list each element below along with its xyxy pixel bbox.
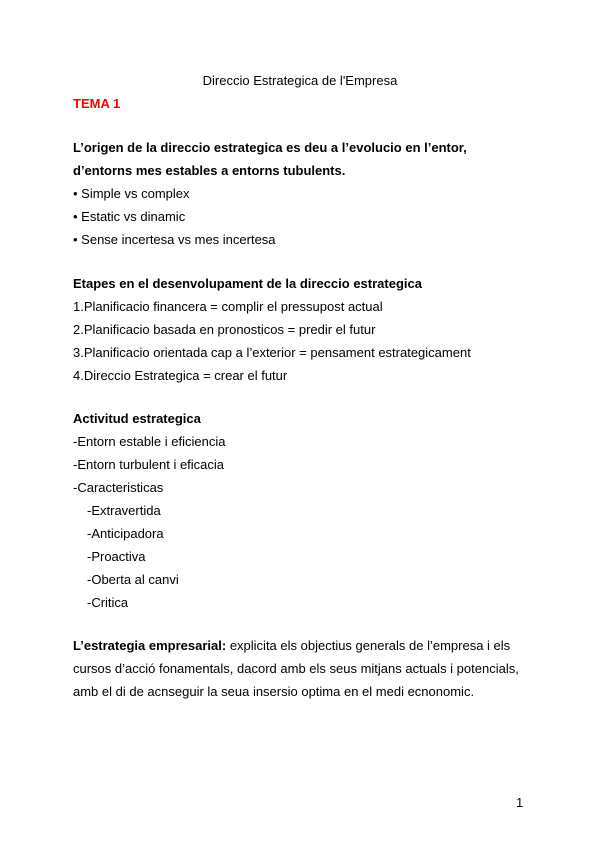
page-title: Direccio Estrategica de l'Empresa xyxy=(202,73,398,88)
etapes-item: 4.Direccio Estrategica = crear el futur xyxy=(73,368,288,383)
caracteristica-item: -Extravertida xyxy=(87,503,161,518)
etapes-section xyxy=(73,272,543,387)
origen-section xyxy=(73,136,543,251)
activitat-item: -Entorn turbulent i eficacia xyxy=(73,457,225,472)
activitat-item: -Caracteristicas xyxy=(73,480,164,495)
estrategia-definition-start: explicita els objectius generals de l’empresa i els xyxy=(226,638,511,653)
etapes-heading: Etapes en el desenvolupament de la direccio estrategica xyxy=(73,276,422,291)
origen-heading-line-2: d’entorns mes estables a entorns tubulents. xyxy=(73,163,346,178)
caracteristica-item: -Proactiva xyxy=(87,549,146,564)
activitat-item: -Entorn estable i eficiencia xyxy=(73,434,226,449)
estrategia-line-2: cursos d’acció fonamentals, dacord amb els seus mitjans actuals i potencials, xyxy=(73,661,519,676)
caracteristica-item: -Anticipadora xyxy=(87,526,164,541)
estrategia-section xyxy=(73,634,553,703)
estrategia-term: L’estrategia empresarial: xyxy=(73,638,227,653)
estrategia-line-1 xyxy=(73,634,553,657)
etapes-item: 3.Planificacio orientada cap a l’exterior = pensament estrategicament xyxy=(73,345,471,360)
caracteristica-item: -Oberta al canvi xyxy=(87,572,179,587)
origen-bullet: • Estatic vs dinamic xyxy=(73,209,186,224)
origen-bullet: • Simple vs complex xyxy=(73,186,190,201)
activitat-section xyxy=(73,407,543,614)
etapes-item: 1.Planificacio financera = complir el pressupost actual xyxy=(73,299,383,314)
etapes-item: 2.Planificacio basada en pronosticos = predir el futur xyxy=(73,322,376,337)
caracteristica-item: -Critica xyxy=(87,595,129,610)
origen-heading-line-1: L’origen de la direccio estrategica es deu a l’evolucio en l’entor, xyxy=(73,140,467,155)
estrategia-line-3: amb el di de acnseguir la seua insersio optima en el medi ecnonomic. xyxy=(73,684,475,699)
page-number: 1 xyxy=(516,795,524,810)
activitat-heading: Activitud estrategica xyxy=(73,411,201,426)
tema-heading: TEMA 1 xyxy=(73,96,121,111)
origen-bullet: • Sense incertesa vs mes incertesa xyxy=(73,232,276,247)
